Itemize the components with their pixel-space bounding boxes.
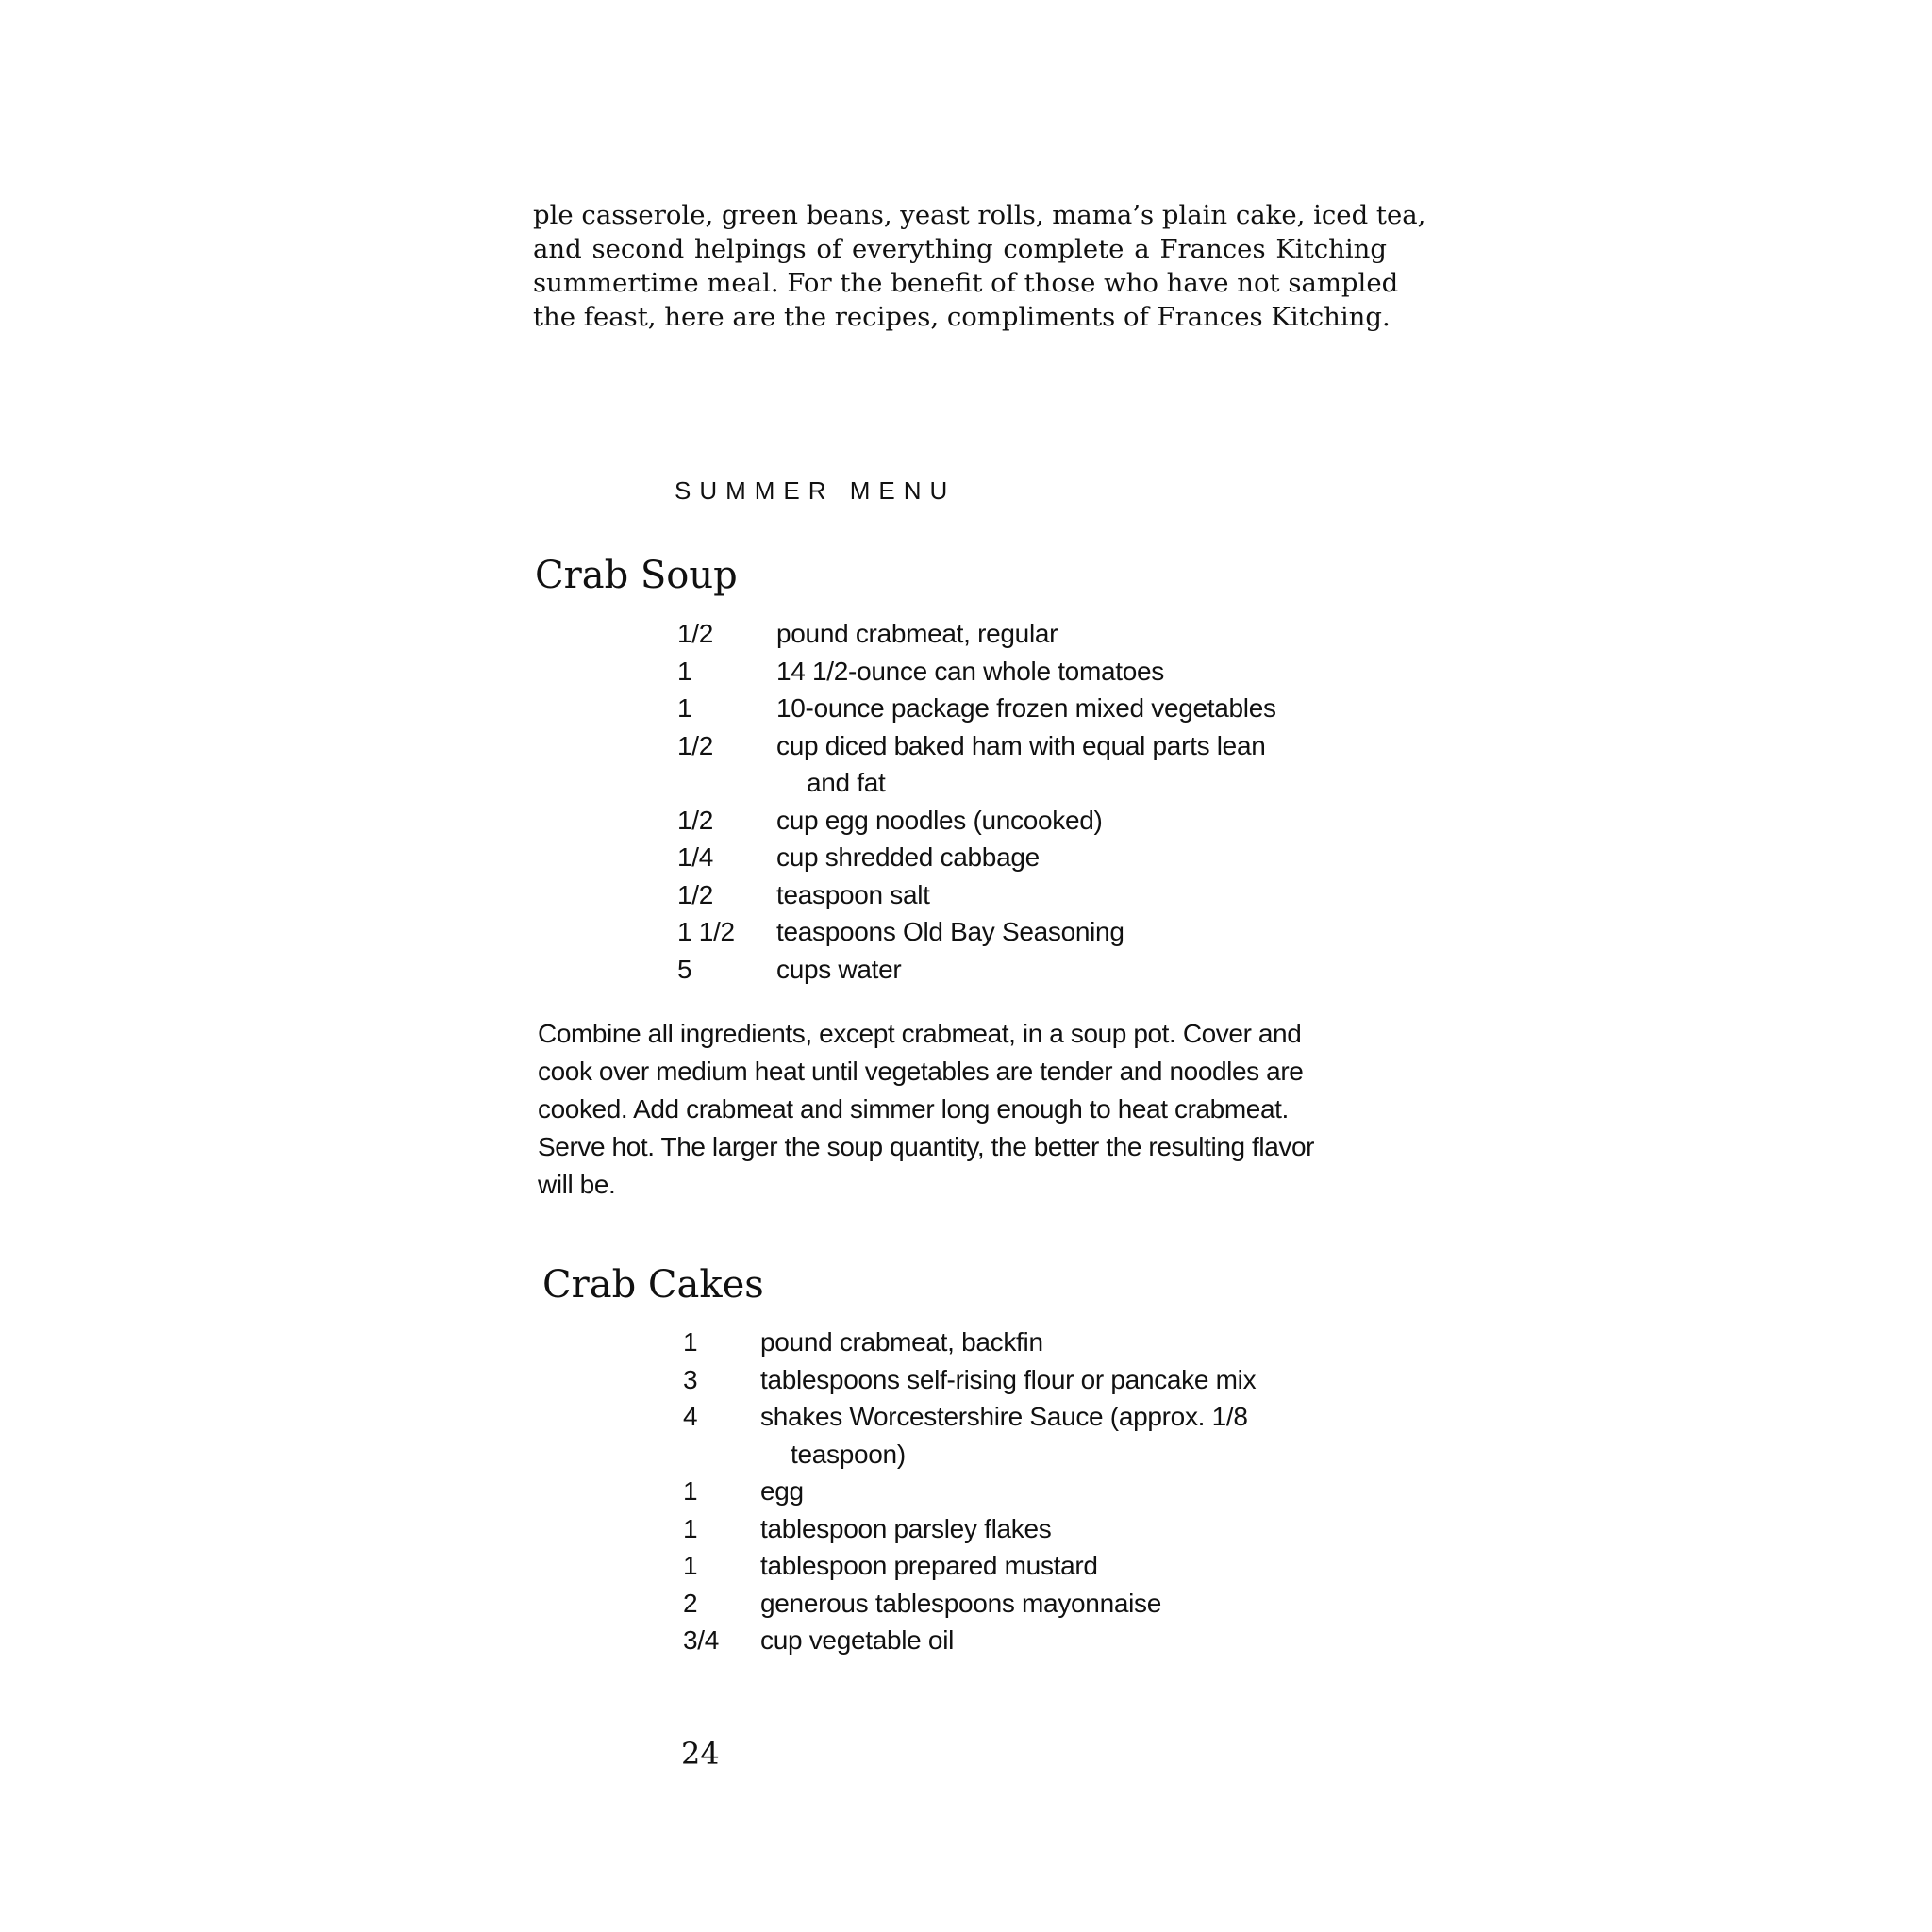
ingredient-item: cup shredded cabbage	[776, 842, 1040, 872]
ingredient-item: tablespoon parsley flakes	[760, 1513, 1052, 1543]
ingredient-quantity: 5	[677, 954, 692, 984]
ingredient-row	[683, 1622, 1256, 1659]
crab-cakes-ingredients	[683, 1324, 1256, 1659]
intro-line: ple casserole, green beans, yeast rolls, mama’s plain cake, iced tea,	[533, 200, 1426, 230]
ingredient-item: 10-ounce package frozen mixed vegetables	[776, 693, 1276, 723]
ingredient-row	[677, 653, 1276, 691]
ingredient-row	[683, 1547, 1256, 1585]
ingredient-quantity: 3	[683, 1364, 698, 1394]
ingredient-item: teaspoons Old Bay Seasoning	[776, 917, 1124, 946]
instruction-line: Serve hot. The larger the soup quantity, the better the resulting flavor	[538, 1132, 1315, 1161]
ingredient-item: shakes Worcestershire Sauce (approx. 1/8	[760, 1402, 1248, 1431]
ingredient-item: tablespoons self-rising flour or pancake mix	[760, 1364, 1257, 1394]
ingredient-quantity: 1/2	[677, 805, 714, 835]
intro-line: the feast, here are the recipes, compliments of Frances Kitching.	[533, 302, 1391, 332]
intro-line: summertime meal. For the benefit of those who have not sampled	[533, 268, 1399, 298]
ingredient-row	[683, 1324, 1256, 1361]
ingredient-continuation: teaspoon)	[791, 1439, 906, 1469]
ingredient-item: generous tablespoons mayonnaise	[760, 1588, 1162, 1618]
crab-soup-instructions	[538, 1015, 1396, 1204]
ingredient-row	[677, 615, 1276, 653]
ingredient-row	[683, 1585, 1256, 1623]
ingredient-row	[677, 839, 1276, 876]
ingredient-row	[677, 727, 1276, 765]
ingredient-quantity: 3/4	[683, 1625, 720, 1655]
instruction-line: will be.	[538, 1170, 616, 1199]
instruction-line: Combine all ingredients, except crabmeat, in a soup pot. Cover and	[538, 1019, 1302, 1048]
instruction-line: cook over medium heat until vegetables are tender and noodles are	[538, 1057, 1304, 1086]
ingredient-quantity: 1 1/2	[677, 917, 735, 946]
ingredient-quantity: 2	[683, 1588, 698, 1618]
ingredient-item: teaspoon salt	[776, 879, 930, 909]
ingredient-row	[683, 1510, 1256, 1548]
ingredient-continuation: and fat	[807, 768, 886, 797]
ingredient-item: pound crabmeat, backfin	[760, 1327, 1043, 1357]
ingredient-row	[683, 1398, 1256, 1436]
ingredient-row	[683, 1361, 1256, 1399]
ingredient-item: cup vegetable oil	[760, 1625, 955, 1655]
ingredient-quantity: 1	[677, 693, 692, 723]
menu-header: SUMMER MENU	[675, 476, 957, 505]
intro-line: and second helpings of everything complete a Frances Kitching	[533, 234, 1387, 264]
crab-soup-ingredients	[677, 615, 1276, 988]
intro-paragraph	[533, 198, 1426, 334]
ingredient-row	[677, 913, 1276, 951]
ingredient-item: pound crabmeat, regular	[776, 619, 1058, 648]
crab-cakes-title: Crab Cakes	[542, 1263, 764, 1307]
ingredient-quantity: 1/2	[677, 879, 714, 909]
crab-soup-title: Crab Soup	[535, 554, 738, 597]
ingredient-row	[677, 876, 1276, 914]
ingredient-item: 14 1/2-ounce can whole tomatoes	[776, 656, 1164, 686]
ingredient-row	[677, 802, 1276, 840]
ingredient-quantity: 1	[683, 1513, 698, 1543]
ingredient-quantity: 1/4	[677, 842, 714, 872]
ingredient-quantity: 4	[683, 1402, 698, 1431]
ingredient-quantity: 1/2	[677, 730, 714, 760]
page-number: 24	[681, 1736, 720, 1772]
ingredient-item: cup egg noodles (uncooked)	[776, 805, 1103, 835]
ingredient-row	[677, 690, 1276, 727]
ingredient-item: tablespoon prepared mustard	[760, 1551, 1098, 1580]
ingredient-quantity: 1	[683, 1476, 698, 1506]
ingredient-quantity: 1	[683, 1327, 698, 1357]
ingredient-item: cup diced baked ham with equal parts lean	[776, 730, 1266, 760]
ingredient-row	[683, 1473, 1256, 1510]
ingredient-item: cups water	[776, 954, 902, 984]
ingredient-quantity: 1	[683, 1551, 698, 1580]
ingredient-row	[677, 951, 1276, 989]
ingredient-item: egg	[760, 1476, 804, 1506]
instruction-line: cooked. Add crabmeat and simmer long enough to heat crabmeat.	[538, 1094, 1289, 1124]
ingredient-quantity: 1/2	[677, 619, 714, 648]
ingredient-quantity: 1	[677, 656, 692, 686]
